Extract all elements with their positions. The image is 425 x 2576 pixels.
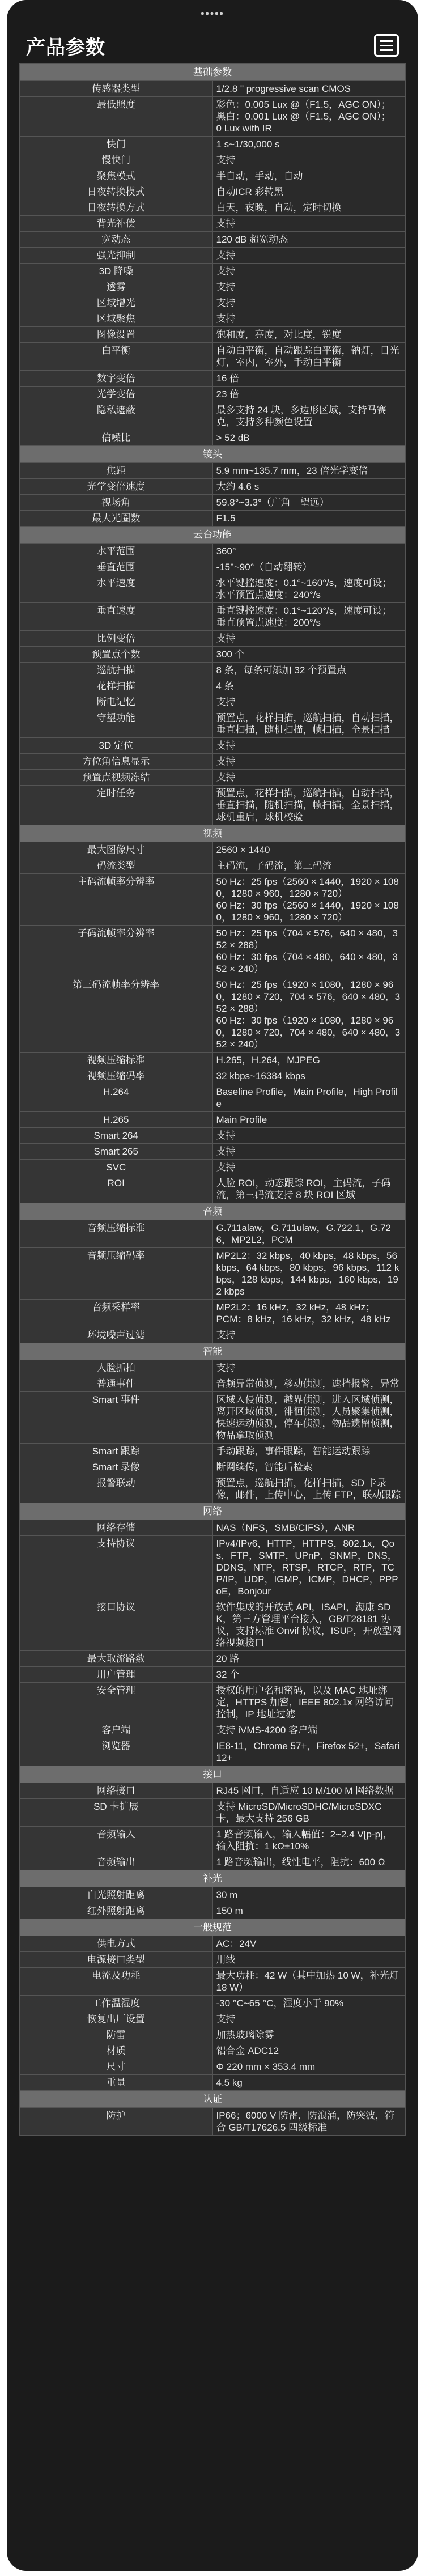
spec-row (20, 754, 406, 770)
spec-label: 区域聚焦 (20, 311, 213, 327)
spec-label: 宽动态 (20, 232, 213, 248)
spec-value: F1.5 (212, 511, 406, 527)
spec-label: 主码流帧率分辨率 (20, 874, 213, 926)
spec-label: 守望功能 (20, 710, 213, 738)
spec-label: 最大光圈数 (20, 511, 213, 527)
spec-label: 普通事件 (20, 1376, 213, 1392)
section-header (20, 64, 406, 81)
spec-row (20, 1220, 406, 1248)
spec-value: 支持 (212, 1160, 406, 1175)
spec-label: 支持协议 (20, 1536, 213, 1599)
spec-row (20, 1068, 406, 1084)
spec-value: 30 m (212, 1887, 406, 1903)
page-header (19, 27, 406, 63)
spec-label: 音频采样率 (20, 1300, 213, 1327)
spec-value: 加热玻璃除雾 (212, 2027, 406, 2043)
spec-row (20, 137, 406, 152)
spec-label: SVC (20, 1160, 213, 1175)
spec-label: 区域增光 (20, 295, 213, 311)
section-title: 一般规范 (20, 1919, 406, 1936)
section-title: 基础参数 (20, 64, 406, 81)
spec-label: 电流及功耗 (20, 1968, 213, 1996)
spec-value: 自动ICR 彩转黑 (212, 184, 406, 200)
spec-row (20, 1392, 406, 1444)
spec-row (20, 343, 406, 371)
spec-row (20, 874, 406, 926)
spec-label: ROI (20, 1175, 213, 1203)
section-header (20, 1870, 406, 1887)
spec-row (20, 1952, 406, 1968)
spec-row (20, 2108, 406, 2136)
spec-row (20, 926, 406, 977)
spec-row (20, 387, 406, 402)
spec-label: Smart 事件 (20, 1392, 213, 1444)
spec-row (20, 1536, 406, 1599)
spec-row (20, 858, 406, 874)
spec-row (20, 2059, 406, 2075)
spec-row (20, 1827, 406, 1854)
spec-value: IE8-11，Chrome 57+，Firefox 52+，Safari 12+ (212, 1738, 406, 1766)
spec-label: 音频压缩标准 (20, 1220, 213, 1248)
spec-value: 50 Hz：25 fps（2560 × 1440，1920 × 1080，1280 × 960，1280 × 720） 60 Hz：30 fps（2560 × 1440，1920 × 1080，1280 × 960，1280 × 720） (212, 874, 406, 926)
spec-value: 支持 (212, 1144, 406, 1160)
spec-value: 支持 (212, 1360, 406, 1376)
section-title: 镜头 (20, 446, 406, 463)
spec-value: 白天，夜晚，自动，定时切换 (212, 200, 406, 216)
spec-label: 音频输入 (20, 1827, 213, 1854)
spec-row (20, 1738, 406, 1766)
spec-label: 防护 (20, 2108, 213, 2136)
spec-row (20, 575, 406, 603)
spec-value: 2560 × 1440 (212, 842, 406, 858)
spec-value: RJ45 网口，自适应 10 M/100 M 网络数据 (212, 1783, 406, 1799)
spec-value: 最大功耗：42 W（其中加热 10 W，补光灯 18 W） (212, 1968, 406, 1996)
spec-row (20, 184, 406, 200)
spec-row (20, 168, 406, 184)
spec-label: 数字变倍 (20, 371, 213, 387)
spec-label: 人脸抓拍 (20, 1360, 213, 1376)
spec-value: 软件集成的开放式 API，ISAPI，海康 SDK，第三方管理平台接入，GB/T28181 协议，支持标准 Onvif 协议，ISUP，开放型网络视频接口 (212, 1599, 406, 1651)
spec-row (20, 1475, 406, 1503)
spec-label: 焦距 (20, 463, 213, 479)
spec-row (20, 371, 406, 387)
spec-value: 20 路 (212, 1651, 406, 1667)
spec-value: 150 m (212, 1903, 406, 1919)
spec-label: 环境噪声过滤 (20, 1327, 213, 1343)
spec-value: 支持 (212, 1128, 406, 1144)
spec-label: 供电方式 (20, 1936, 213, 1952)
spec-label: 接口协议 (20, 1599, 213, 1651)
spec-row (20, 770, 406, 786)
spec-value: 50 Hz：25 fps（1920 × 1080，1280 × 960，1280 × 720，704 × 576，640 × 480，352 × 288） 60 Hz：30 fps（1920 × 1080，1280 × 960，1280 × 720，704 × 480，640 × 480，352 × 240） (212, 977, 406, 1053)
spec-value: 120 dB 超宽动态 (212, 232, 406, 248)
section-header (20, 1343, 406, 1360)
spec-label: 垂直范围 (20, 559, 213, 575)
spec-value: 支持 (212, 152, 406, 168)
spec-row (20, 1936, 406, 1952)
spec-row (20, 1444, 406, 1459)
spec-label: 日夜转换方式 (20, 200, 213, 216)
spec-label: 白平衡 (20, 343, 213, 371)
spec-value: 预置点，花样扫描，巡航扫描，自动扫描，垂直扫描，随机扫描，帧扫描，全景扫描，球机重启，球机校验 (212, 786, 406, 825)
spec-row (20, 694, 406, 710)
spec-row (20, 1854, 406, 1870)
spec-row (20, 511, 406, 527)
spec-value: 支持 (212, 694, 406, 710)
spec-row (20, 1520, 406, 1536)
spec-label: 音频输出 (20, 1854, 213, 1870)
section-header (20, 825, 406, 842)
spec-label: 水平范围 (20, 544, 213, 559)
spec-row (20, 738, 406, 754)
spec-row (20, 663, 406, 678)
spec-value: 用线 (212, 1952, 406, 1968)
spec-value: AC：24V (212, 1936, 406, 1952)
spec-value: 1/2.8 " progressive scan CMOS (212, 81, 406, 97)
spec-row (20, 1053, 406, 1068)
spec-value: 垂直键控速度：0.1°~120°/s，速度可设； 垂直预置点速度：200°/s (212, 603, 406, 631)
spec-label: 最大取流路数 (20, 1651, 213, 1667)
spec-value: 23 倍 (212, 387, 406, 402)
spec-value: 支持 (212, 295, 406, 311)
spec-row (20, 264, 406, 279)
spec-value: 支持 MicroSD/MicroSDHC/MicroSDXC 卡，最大支持 256 GB (212, 1799, 406, 1827)
spec-value: 铝合金 ADC12 (212, 2043, 406, 2059)
spec-label: H.264 (20, 1084, 213, 1112)
spec-row (20, 152, 406, 168)
spec-label: 隐私遮蔽 (20, 402, 213, 430)
section-header (20, 446, 406, 463)
spec-value: 预置点，巡航扫描，花样扫描，SD 卡录像，邮件，上传中心，上传 FTP，联动跟踪 (212, 1475, 406, 1503)
bottom-bar (7, 2555, 418, 2571)
spec-row (20, 232, 406, 248)
spec-row (20, 1376, 406, 1392)
spec-label: 视频压缩码率 (20, 1068, 213, 1084)
spec-value: 半自动，手动，自动 (212, 168, 406, 184)
spec-label: 码流类型 (20, 858, 213, 874)
spec-row (20, 1175, 406, 1203)
spec-label: 强光抑制 (20, 248, 213, 264)
section-title: 补光 (20, 1870, 406, 1887)
spec-label: 重量 (20, 2075, 213, 2091)
hamburger-menu-icon[interactable] (374, 34, 399, 57)
spec-value: 支持 (212, 279, 406, 295)
spec-row (20, 479, 406, 495)
spec-label: 防雷 (20, 2027, 213, 2043)
spec-label: 视频压缩标准 (20, 1053, 213, 1068)
spec-value: 最多支持 24 块，多边形区域，支持马赛克，支持多种颜色设置 (212, 402, 406, 430)
spec-value: 支持 (212, 2011, 406, 2027)
spec-row (20, 2027, 406, 2043)
spec-row (20, 495, 406, 511)
spec-row (20, 295, 406, 311)
section-header (20, 1203, 406, 1220)
section-header (20, 1503, 406, 1520)
spec-label: 3D 降噪 (20, 264, 213, 279)
spec-row (20, 1722, 406, 1738)
spec-row (20, 1996, 406, 2011)
spec-label: 传感器类型 (20, 81, 213, 97)
spec-label: 定时任务 (20, 786, 213, 825)
spec-value: 16 倍 (212, 371, 406, 387)
spec-label: 背光补偿 (20, 216, 213, 232)
spec-value: 饱和度，亮度，对比度，锐度 (212, 327, 406, 343)
spec-label: 慢快门 (20, 152, 213, 168)
spec-label: 断电记忆 (20, 694, 213, 710)
spec-row (20, 678, 406, 694)
spec-label: 光学变倍速度 (20, 479, 213, 495)
section-title: 网络 (20, 1503, 406, 1520)
spec-value: 360° (212, 544, 406, 559)
spec-value: IP66；6000 V 防雷，防浪涌，防突波，符合 GB/T17626.5 四级标准 (212, 2108, 406, 2136)
spec-row (20, 1112, 406, 1128)
spec-row (20, 248, 406, 264)
spec-value: H.265，H.264，MJPEG (212, 1053, 406, 1068)
spec-value: 支持 (212, 264, 406, 279)
spec-row (20, 1128, 406, 1144)
spec-value: 区域入侵侦测，越界侦测，进入区域侦测，离开区域侦测，徘徊侦测，人员聚集侦测，快速运动侦测，停车侦测，物品遗留侦测，物品拿取侦测 (212, 1392, 406, 1444)
spec-value: 32 kbps~16384 kbps (212, 1068, 406, 1084)
spec-row (20, 1300, 406, 1327)
spec-value: 4.5 kg (212, 2075, 406, 2091)
spec-row (20, 647, 406, 663)
spec-row (20, 2011, 406, 2027)
spec-label: 垂直速度 (20, 603, 213, 631)
spec-value: 300 个 (212, 647, 406, 663)
spec-label: 材质 (20, 2043, 213, 2059)
spec-row (20, 430, 406, 446)
spec-row (20, 463, 406, 479)
spec-row (20, 97, 406, 137)
spec-row (20, 1360, 406, 1376)
spec-value: 1 路音频输出，线性电平，阻抗：600 Ω (212, 1854, 406, 1870)
spec-row (20, 1903, 406, 1919)
spec-label: 安全管理 (20, 1683, 213, 1722)
spec-label: 红外照射距离 (20, 1903, 213, 1919)
spec-label: 报警联动 (20, 1475, 213, 1503)
spec-label: 客户端 (20, 1722, 213, 1738)
section-title: 音频 (20, 1203, 406, 1220)
spec-value: 自动白平衡，自动跟踪白平衡，钠灯，日光灯，室内，室外，手动白平衡 (212, 343, 406, 371)
spec-value: 手动跟踪，事件跟踪，智能运动跟踪 (212, 1444, 406, 1459)
spec-label: Smart 录像 (20, 1459, 213, 1475)
spec-value: 支持 iVMS-4200 客户端 (212, 1722, 406, 1738)
spec-row (20, 1459, 406, 1475)
spec-row (20, 1248, 406, 1300)
section-title: 接口 (20, 1766, 406, 1783)
spec-value: 彩色：0.005 Lux @（F1.5，AGC ON）； 黑白：0.001 Lux @（F1.5，AGC ON）； 0 Lux with IR (212, 97, 406, 137)
spec-row (20, 1084, 406, 1112)
spec-row (20, 1144, 406, 1160)
spec-value: 支持 (212, 738, 406, 754)
spec-value: 1 s~1/30,000 s (212, 137, 406, 152)
section-title: 智能 (20, 1343, 406, 1360)
spec-label: 快门 (20, 137, 213, 152)
section-header (20, 527, 406, 544)
spec-value: Main Profile (212, 1112, 406, 1128)
spec-value: -30 °C~65 °C，湿度小于 90% (212, 1996, 406, 2011)
spec-label: H.265 (20, 1112, 213, 1128)
spec-row (20, 327, 406, 343)
spec-value: MP2L2：32 kbps，40 kbps，48 kbps，56 kbps，64 kbps，80 kbps，96 kbps，112 kbps，128 kbps，144 kbps，160 kbps，192 kbps (212, 1248, 406, 1300)
spec-label: 预置点个数 (20, 647, 213, 663)
spec-row (20, 977, 406, 1053)
spec-value: IPv4/IPv6，HTTP，HTTPS，802.1x，Qos，FTP，SMTP，UPnP，SNMP，DNS，DDNS，NTP，RTSP，RTCP，RTP，TCP/IP，UDP，IGMP，ICMP，DHCP，PPPoE，Bonjour (212, 1536, 406, 1599)
spec-value: 人脸 ROI，动态跟踪 ROI，主码流，子码流，第三码流支持 8 块 ROI 区域 (212, 1175, 406, 1203)
spec-label: 比例变倍 (20, 631, 213, 647)
spec-label: 用户管理 (20, 1667, 213, 1683)
spec-row (20, 402, 406, 430)
spec-label: Smart 264 (20, 1128, 213, 1144)
section-header (20, 1919, 406, 1936)
spec-row (20, 1683, 406, 1722)
spec-row (20, 1599, 406, 1651)
spec-value: Φ 220 mm × 353.4 mm (212, 2059, 406, 2075)
spec-row (20, 842, 406, 858)
spec-value: NAS（NFS，SMB/CIFS），ANR (212, 1520, 406, 1536)
spec-label: 网络接口 (20, 1783, 213, 1799)
spec-value: 支持 (212, 248, 406, 264)
spec-row (20, 279, 406, 295)
spec-row (20, 1327, 406, 1343)
spec-value: 59.8°~3.3°（广角－望远） (212, 495, 406, 511)
spec-label: 信噪比 (20, 430, 213, 446)
spec-label: 恢复出厂设置 (20, 2011, 213, 2027)
spec-row (20, 311, 406, 327)
spec-row (20, 1783, 406, 1799)
spec-value: 5.9 mm~135.7 mm，23 倍光学变倍 (212, 463, 406, 479)
spec-value: 预置点，花样扫描，巡航扫描，自动扫描，垂直扫描，随机扫描，帧扫描，全景扫描 (212, 710, 406, 738)
spec-value: -15°~90°（自动翻转） (212, 559, 406, 575)
spec-value: 水平键控速度：0.1°~160°/s，速度可设； 水平预置点速度：240°/s (212, 575, 406, 603)
spec-row (20, 81, 406, 97)
spec-value: 支持 (212, 216, 406, 232)
spec-value: 支持 (212, 311, 406, 327)
spec-label: 网络存储 (20, 1520, 213, 1536)
spec-value: G.711alaw，G.711ulaw，G.722.1，G.726，MP2L2，PCM (212, 1220, 406, 1248)
phone-frame (7, 0, 418, 2571)
spec-label: Smart 跟踪 (20, 1444, 213, 1459)
status-dots: ••••• (201, 8, 224, 19)
spec-label: 电源接口类型 (20, 1952, 213, 1968)
spec-label: 透雾 (20, 279, 213, 295)
spec-label: 最大图像尺寸 (20, 842, 213, 858)
spec-row (20, 2043, 406, 2059)
spec-row (20, 1968, 406, 1996)
spec-value: 8 条，每条可添加 32 个预置点 (212, 663, 406, 678)
section-title: 认证 (20, 2091, 406, 2108)
spec-value: 4 条 (212, 678, 406, 694)
section-title: 视频 (20, 825, 406, 842)
spec-label: 图像设置 (20, 327, 213, 343)
spec-value: 支持 (212, 754, 406, 770)
section-header (20, 1766, 406, 1783)
spec-label: 工作温湿度 (20, 1996, 213, 2011)
spec-value: 支持 (212, 770, 406, 786)
spec-row (20, 1887, 406, 1903)
spec-row (20, 1799, 406, 1827)
spec-label: 最低照度 (20, 97, 213, 137)
spec-value: 断网续传，智能后检索 (212, 1459, 406, 1475)
spec-row (20, 786, 406, 825)
spec-label: 尺寸 (20, 2059, 213, 2075)
section-title: 云台功能 (20, 527, 406, 544)
spec-row (20, 559, 406, 575)
spec-label: 光学变倍 (20, 387, 213, 402)
spec-label: 巡航扫描 (20, 663, 213, 678)
spec-value: 音频异常侦测，移动侦测，遮挡报警，异常 (212, 1376, 406, 1392)
spec-label: 3D 定位 (20, 738, 213, 754)
spec-label: 预置点视频冻结 (20, 770, 213, 786)
spec-table (19, 63, 406, 2136)
spec-value: 大约 4.6 s (212, 479, 406, 495)
spec-label: 视场角 (20, 495, 213, 511)
spec-label: 白光照射距离 (20, 1887, 213, 1903)
spec-label: 水平速度 (20, 575, 213, 603)
spec-value: 32 个 (212, 1667, 406, 1683)
spec-label: 聚焦模式 (20, 168, 213, 184)
spec-value: 支持 (212, 631, 406, 647)
spec-row (20, 710, 406, 738)
spec-row (20, 603, 406, 631)
spec-value: > 52 dB (212, 430, 406, 446)
spec-row (20, 544, 406, 559)
spec-row (20, 2075, 406, 2091)
spec-label: Smart 265 (20, 1144, 213, 1160)
spec-value: Baseline Profile，Main Profile，High Profile (212, 1084, 406, 1112)
section-header (20, 2091, 406, 2108)
spec-value: 授权的用户名和密码，以及 MAC 地址绑定，HTTPS 加密，IEEE 802.1x 网络访问控制，IP 地址过滤 (212, 1683, 406, 1722)
spec-value: 支持 (212, 1327, 406, 1343)
spec-row (20, 216, 406, 232)
spec-row (20, 1667, 406, 1683)
spec-label: 方位角信息显示 (20, 754, 213, 770)
spec-value: 1 路音频输入，输入幅值：2~2.4 V[p-p]，输入阻抗：1 kΩ±10% (212, 1827, 406, 1854)
spec-value: 50 Hz：25 fps（704 × 576，640 × 480，352 × 288） 60 Hz：30 fps（704 × 480，640 × 480，352 × 240） (212, 926, 406, 977)
page-title: 产品参数 (26, 36, 105, 58)
spec-label: 音频压缩码率 (20, 1248, 213, 1300)
spec-value: MP2L2：16 kHz，32 kHz，48 kHz； PCM：8 kHz，16 kHz，32 kHz，48 kHz (212, 1300, 406, 1327)
spec-row (20, 200, 406, 216)
spec-row (20, 631, 406, 647)
spec-label: 浏览器 (20, 1738, 213, 1766)
spec-row (20, 1651, 406, 1667)
spec-row (20, 1160, 406, 1175)
spec-label: 第三码流帧率分辨率 (20, 977, 213, 1053)
spec-label: 花样扫描 (20, 678, 213, 694)
spec-label: SD 卡扩展 (20, 1799, 213, 1827)
spec-label: 日夜转换模式 (20, 184, 213, 200)
spec-value: 主码流，子码流，第三码流 (212, 858, 406, 874)
spec-label: 子码流帧率分辨率 (20, 926, 213, 977)
